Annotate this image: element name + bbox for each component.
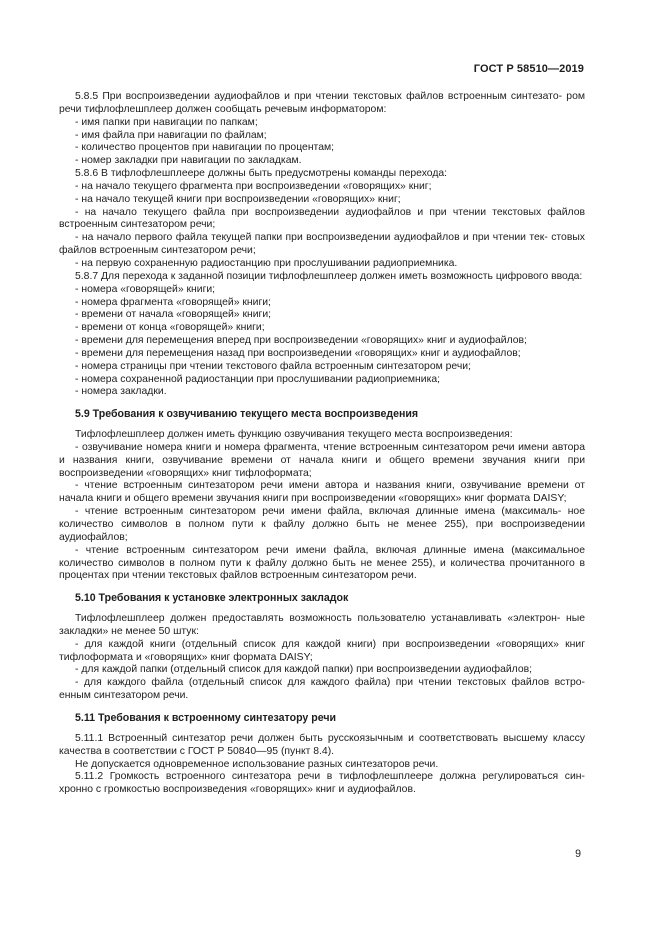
section-heading: 5.9 Требования к озвучиванию текущего места воспроизведения <box>75 408 419 421</box>
paragraph: 5.11.2 Громкость встроенного синтезатора речи в тифлофлешплеере должна регулироваться син- хронно с громкостью воспроизведения «говорящих» книг и аудиофайлов. <box>59 771 585 796</box>
paragraph: 5.8.5 При воспроизведении аудиофайлов и при чтении текстовых файлов встроенным синтезато- ром речи тифлофлешплеер должен сообщать речевым информатором: <box>59 91 585 115</box>
list-item: - чтение встроенным синтезатором речи имени автора и названия книги, озвучивание времени от начала книги и общего времени звучания книги при воспроизведении «говорящих» книг формата DAISY; <box>59 480 585 505</box>
paragraph: 5.8.7 Для перехода к заданной позиции тифлофлешплеер должен иметь возможность цифрового ввода: <box>75 270 583 282</box>
paragraph: Тифлофлешплеер должен иметь функцию озвучивания текущего места воспроизведения: <box>75 429 513 441</box>
list-item: - номера сохраненной радиостанции при прослушивании радиоприемника; <box>75 373 441 385</box>
document-body <box>59 91 585 797</box>
list-item: - чтение встроенным синтезатором речи имени файла, включая длинные имена (максималь- ное количество символов в полном пути к файлу должно быть не менее 255), при воспроизведении аудиофайлов; <box>59 506 585 543</box>
list-item: - на начало текущего файла при воспроизведении аудиофайлов и при чтении текстовых файлов встроенным синтезатором речи; <box>59 206 585 231</box>
list-item: - номера фрагмента «говорящей» книги; <box>75 296 271 308</box>
paragraph: 5.11.1 Встроенный синтезатор речи должен быть русскоязычным и соответствовать высшему классу качества в соответствии с ГОСТ Р 50840—95 (пункт 8.4). <box>59 732 585 757</box>
list-item: - количество процентов при навигации по процентам; <box>75 142 335 154</box>
list-item: - для каждой папки (отдельный список для каждой папки) при воспроизведении аудиофайлов; <box>75 664 533 676</box>
paragraph: Не допускается одновременное использование разных синтезаторов речи. <box>75 758 439 770</box>
standard-number-header: ГОСТ Р 58510—2019 <box>473 63 584 75</box>
section-heading: 5.10 Требования к установке электронных закладок <box>75 592 349 605</box>
section-heading: 5.11 Требования к встроенному синтезатору речи <box>75 711 336 724</box>
list-item: - номера закладки. <box>75 386 167 398</box>
page-number: 9 <box>575 848 581 860</box>
list-item: - на начало текущей книги при воспроизведении «говорящих» книг; <box>75 193 401 205</box>
list-item: - времени от начала «говорящей» книги; <box>75 309 272 321</box>
list-item: - имя папки при навигации по папкам; <box>75 116 258 128</box>
list-item: - на начало первого файла текущей папки при воспроизведении аудиофайлов и при чтении тек- стовых файлов встроенным синтезатором речи; <box>59 232 585 257</box>
paragraph: 5.8.6 В тифлофлешплеере должны быть предусмотрены команды перехода: <box>75 168 448 180</box>
list-item: - для каждой книги (отдельный список для каждой книги) при воспроизведении «говорящих» книг тифлоформата и «говорящих» книг формата DAISY; <box>59 638 585 663</box>
list-item: - имя файла при навигации по файлам; <box>75 129 267 141</box>
list-item: - номера «говорящей» книги; <box>75 283 216 295</box>
paragraph: Тифлофлешплеер должен предоставлять возможность пользователю устанавливать «электрон- ные закладки» не менее 50 штук: <box>59 613 585 637</box>
list-item: - озвучивание номера книги и номера фрагмента, чтение встроенным синтезатором речи имени автора и названия книги, озвучивание времени от начала книги и общего времени звучания книги при воспроизведении «говорящих» книг тифлоформата; <box>59 441 585 479</box>
list-item: - времени для перемещения вперед при воспроизведении «говорящих» книг и аудиофайлов; <box>75 335 527 347</box>
list-item: - времени для перемещения назад при воспроизведении «говорящих» книг и аудиофайлов; <box>75 347 521 359</box>
list-item: - времени от конца «говорящей» книги; <box>75 322 265 334</box>
list-item: - чтение встроенным синтезатором речи имени файла, включая длинные имена (максимальное количество символов в полном пути к файлу должно быть не менее 255), и количества прочитанного в процентах при чтении текстовых файлов встроенным синтезатором речи. <box>59 544 585 582</box>
list-item: - номер закладки при навигации по закладкам. <box>75 155 302 167</box>
list-item: - номера страницы при чтении текстового файла встроенным синтезатором речи; <box>75 360 471 372</box>
list-item: - на первую сохраненную радиостанцию при прослушивании радиоприемника. <box>75 257 458 269</box>
list-item: - для каждого файла (отдельный список для каждого файла) при чтении текстовых файлов встро- енным синтезатором речи. <box>59 677 585 702</box>
list-item: - на начало текущего фрагмента при воспроизведении «говорящих» книг; <box>75 180 432 192</box>
